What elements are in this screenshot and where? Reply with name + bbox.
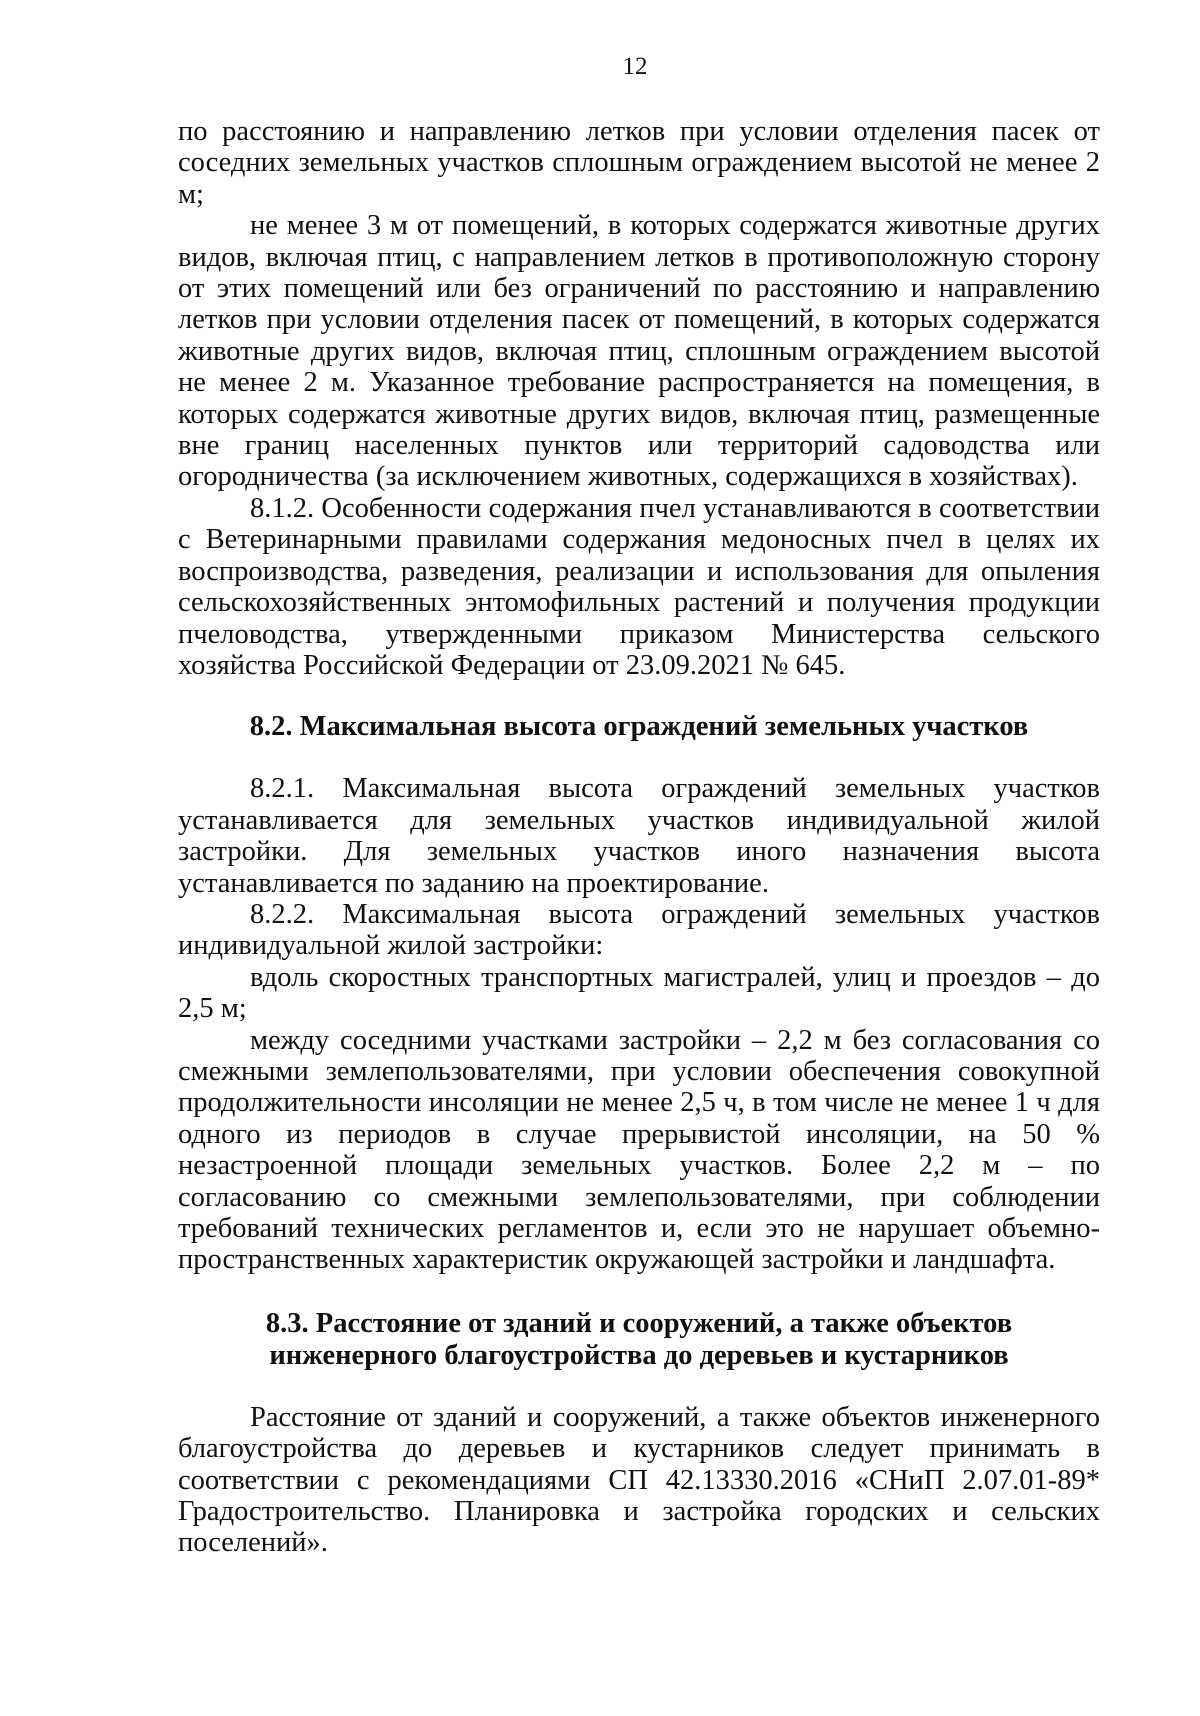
section-heading-8-3-line-2: инженерного благоустройства до деревьев и кустарников (269, 1339, 1009, 1371)
paragraph-8-2-1: 8.2.1. Максимальная высота ограждений земельных участков устанавливается для земельных участков индивидуальной жилой застройки. Для земельных участков иного назначения высота устанавливается по заданию на проектирование. (178, 773, 1100, 899)
paragraph-8-3: Расстояние от зданий и сооружений, а также объектов инженерного благоустройства до деревьев и кустарников следует принимать в соответствии с рекомендациями СП 42.13330.2016 «СНиП 2.07.01-89* Градостроительство. Планировка и застройка городских и сельских поселений». (178, 1401, 1100, 1559)
paragraph-8-2-2: 8.2.2. Максимальная высота ограждений земельных участков индивидуальной жилой застройки: (178, 898, 1100, 962)
document-body (178, 116, 1100, 1559)
section-heading-8-3-line-1: 8.3. Расстояние от зданий и сооружений, а также объектов (265, 1307, 1013, 1339)
paragraph-between-plots: между соседними участками застройки – 2,2 м без согласования со смежными землепользователями, при условии обеспечения совокупной продолжительности инсоляции не менее 2,5 ч, в том числе не менее 1 ч для одного из периодов в случае прерывистой инсоляции, на 50 % незастроенной площади земельных участков. Более 2,2 м – по согласованию со смежными землепользователями, при соблюдении требований технических регламентов и, если это не нарушает объемно-пространственных характеристик окружающей застройки и ландшафта. (178, 1024, 1100, 1276)
page-number: 12 (622, 53, 648, 80)
paragraph-continuation: по расстоянию и направлению летков при условии отделения пасек от соседних земельных участков сплошным ограждением высотой не менее 2 м; (178, 116, 1100, 210)
paragraph-distance-from-premises: не менее 3 м от помещений, в которых содержатся животные других видов, включая птиц, с направлением летков в противоположную сторону от этих помещений или без ограничений по расстоянию и направлению летков при условии отделения пасек от помещений, в которых содержатся животные других видов, включая птиц, сплошным ограждением высотой не менее 2 м. Указанное требование распространяется на помещения, в которых содержатся животные других видов, включая птиц, размещенные вне границ населенных пунктов или территорий садоводства или огородничества (за исключением животных, содержащихся в хозяйствах). (178, 210, 1100, 493)
paragraph-8-1-2: 8.1.2. Особенности содержания пчел устанавливаются в соответствии с Ветеринарными правилами содержания медоносных пчел в целях их воспроизводства, разведения, реализации и использования для опыления сельскохозяйственных энтомофильных растений и получения продукции пчеловодства, утвержденными приказом Министерства сельского хозяйства Российской Федерации от 23.09.2021 № 645. (178, 492, 1100, 681)
section-heading-8-2: 8.2. Максимальная высота ограждений земельных участков (249, 711, 1029, 743)
paragraph-along-roads: вдоль скоростных транспортных магистралей, улиц и проездов – до 2,5 м; (178, 961, 1100, 1025)
section-heading-8-3 (178, 1308, 1100, 1372)
